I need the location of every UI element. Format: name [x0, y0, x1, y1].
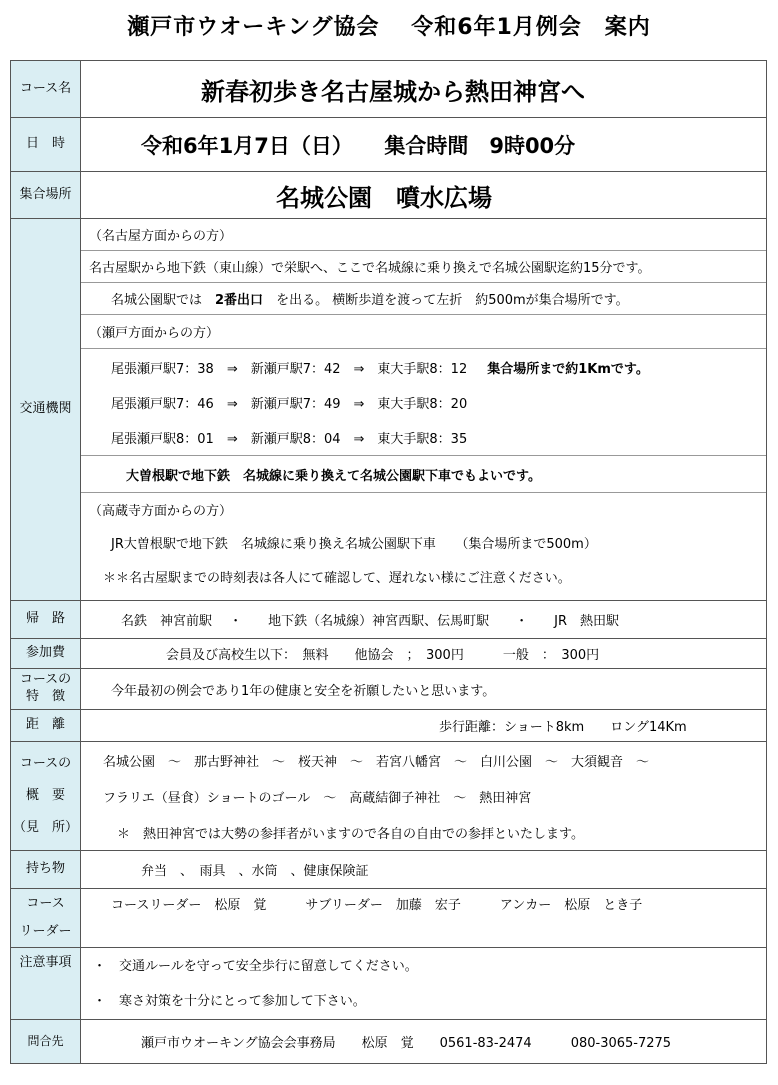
info-table — [10, 60, 767, 1064]
fee-value: 会員及び高校生以下： 無料 他協会 ； 300円 一般 ： 300円 — [166, 648, 600, 663]
notes-label: 注意事項 — [11, 948, 81, 1020]
seto-train1-note: 集合場所まで約1Kmです。 — [487, 361, 649, 377]
row-features — [11, 669, 767, 710]
overview-line2: フラリエ（昼食）ショートのゴール ～ 高蔵結御子神社 ～ 熱田神宮 — [103, 790, 532, 806]
row-contact — [11, 1020, 767, 1064]
row-distance — [11, 710, 767, 742]
seto-note: 大曽根駅で地下鉄 名城線に乗り換えて名城公園駅下車でもよいです。 — [81, 456, 766, 493]
leaders-value: コースリーダー 松原 覚 サブリーダー 加藤 宏子 アンカー 松原 とき子 — [111, 897, 643, 913]
return-route-value: 名鉄 神宮前駅 ・ 地下鉄（名城線）神宮西駅、伝馬町駅 ・ JR 熱田駅 — [121, 614, 619, 629]
page-title: 瀬戸市ウオーキング協会 令和6年1月例会 案内 — [127, 15, 651, 40]
notes-line1: ・ 交通ルールを守って安全歩行に留意してください。 — [93, 958, 418, 974]
row-items — [11, 851, 767, 889]
datetime-value: 令和6年1月7日（日） 集合時間 9時00分 — [141, 133, 576, 158]
seto-train3: 尾張瀬戸駅8：01 ⇒ 新瀬戸駅8：04 ⇒ 東大手駅8：35 — [81, 419, 766, 456]
nagoya-line2 — [81, 283, 766, 315]
exit-number: 2番出口 — [215, 293, 264, 308]
overview-label — [11, 742, 81, 851]
leaders-label-line2: リーダー — [19, 923, 72, 939]
meeting-place-value: 名城公園 噴水広場 — [276, 183, 492, 212]
return-route-label: 帰 路 — [11, 601, 81, 639]
overview-line3: ＊ 熱田神宮では大勢の参拝者がいますので各自の自由での参拝といたします。 — [117, 826, 584, 842]
row-datetime — [11, 118, 767, 172]
datetime-label: 日 時 — [11, 118, 81, 172]
features-label — [11, 669, 81, 710]
row-fee — [11, 639, 767, 669]
contact-value: 瀬戸市ウオーキング協会会事務局 松原 覚 0561-83-2474 080-3065-7275 — [141, 1036, 672, 1051]
meeting-place-label: 集合場所 — [11, 172, 81, 219]
features-value: 今年最初の例会であり1年の健康と安全を祈願したいと思います。 — [111, 683, 496, 699]
items-label: 持ち物 — [11, 851, 81, 889]
course-name-label: コース名 — [11, 61, 81, 118]
seto-train2: 尾張瀬戸駅7：46 ⇒ 新瀬戸駅7：49 ⇒ 東大手駅8：20 — [111, 396, 468, 412]
fee-label: 参加費 — [11, 639, 81, 669]
overview-label-line1: コースの — [19, 755, 72, 771]
seto-train1-times: 尾張瀬戸駅7：38 ⇒ 新瀬戸駅7：42 ⇒ 東大手駅8：12 — [111, 361, 468, 377]
distance-value: 歩行距離：ショート8km ロング14Km — [439, 720, 687, 735]
row-overview — [11, 742, 767, 851]
leaders-label — [11, 889, 81, 948]
features-label-line2: 特 徴 — [25, 689, 65, 704]
overview-label-line3: （見 所） — [12, 819, 78, 835]
notes-line2: ・ 寒さ対策を十分にとって参加して下さい。 — [93, 993, 366, 1009]
leaders-label-line1: コース — [26, 895, 65, 911]
nagoya-line2-post: を出る。 横断歩道を渡って左折 約500mが集合場所です。 — [263, 293, 629, 308]
row-notes — [11, 948, 767, 1020]
seto-train1 — [81, 349, 766, 385]
transport-label: 交通機関 — [11, 219, 81, 601]
kozoji-line2: ＊＊名古屋駅までの時刻表は各人にて確認して、遅れない様にご注意ください。 — [103, 571, 571, 586]
distance-label: 距 離 — [11, 710, 81, 742]
row-transport — [11, 219, 767, 601]
overview-label-line2: 概 要 — [25, 787, 65, 803]
row-return-route — [11, 601, 767, 639]
seto-heading: （瀬戸方面からの方） — [81, 315, 766, 349]
contact-label: 問合先 — [11, 1020, 81, 1064]
features-label-line1: コースの — [19, 672, 72, 688]
items-value: 弁当 、 雨具 、水筒 、健康保険証 — [141, 864, 369, 879]
kozoji-heading: （高蔵寺方面からの方） — [89, 503, 233, 519]
row-meeting-place — [11, 172, 767, 219]
row-course-name — [11, 61, 767, 118]
nagoya-line1: 名古屋駅から地下鉄（東山線）で栄駅へ、ここで名城線に乗り換えで名城公園駅迄約15分です。 — [81, 251, 766, 283]
overview-line1: 名城公園 ～ 那古野神社 ～ 桜天神 ～ 若宮八幡宮 ～ 白川公園 ～ 大須観音 ～ — [103, 754, 650, 770]
course-name-value: 新春初歩き名古屋城から熱田神宮へ — [201, 77, 585, 106]
kozoji-line1: JR大曽根駅で地下鉄 名城線に乗り換え名城公園駅下車 （集合場所まで500m） — [111, 536, 597, 552]
nagoya-line2-pre: 名城公園駅では — [111, 293, 216, 308]
nagoya-heading: （名古屋方面からの方） — [81, 219, 766, 251]
row-leaders — [11, 889, 767, 948]
